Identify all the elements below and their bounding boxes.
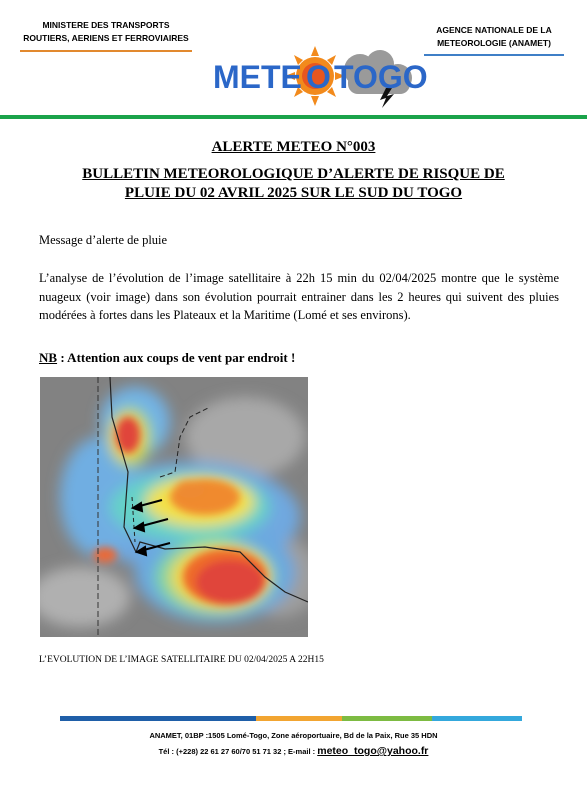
ministry-header <box>20 19 192 52</box>
image-caption: L’EVOLUTION DE L’IMAGE SATELLITAIRE DU 02/04/2025 A 22H15 <box>39 655 324 665</box>
nb-label: NB <box>39 350 58 365</box>
bulletin-title <box>60 165 527 203</box>
ministry-underline <box>20 50 192 52</box>
footer-email-link[interactable]: meteo_togo@yahoo.fr <box>317 745 429 757</box>
footer-bar-segment-cyan <box>432 716 522 721</box>
satellite-image <box>40 377 308 637</box>
agency-underline <box>424 54 564 56</box>
logo-text-togo: TOGO <box>334 59 428 95</box>
nb-note <box>39 350 295 366</box>
bulletin-title-line2: PLUIE DU 02 AVRIL 2025 SUR LE SUD DU TOGO <box>124 185 463 201</box>
footer-bar-segment-orange <box>256 716 342 721</box>
ministry-name-line1: MINISTERE DES TRANSPORTS <box>42 20 170 30</box>
svg-text:O: O <box>306 59 331 95</box>
agency-header <box>424 24 564 56</box>
meteo-togo-logo <box>210 42 440 108</box>
alert-title: ALERTE METEO N°003 <box>211 139 376 155</box>
ministry-name-line2: ROUTIERS, AERIENS ET FERROVIAIRES <box>23 33 189 43</box>
agency-name-line1: AGENCE NATIONALE DE LA <box>436 25 552 35</box>
footer-bar-segment-green <box>342 716 432 721</box>
agency-name-line2: METEOROLOGIE (ANAMET) <box>437 38 551 48</box>
footer-bar-segment-blue <box>60 716 256 721</box>
nb-text: : Attention aux coups de vent par endroit ! <box>57 350 296 365</box>
footer-phone: Tél : (+228) 22 61 27 60/70 51 71 32 ; E-mail : <box>158 747 318 756</box>
alert-paragraph: L’analyse de l’évolution de l’image satellitaire à 22h 15 min du 02/04/2025 montre que le système nuageux (voir image) dans son évolution pourrait entrainer dans les 2 heures qui suivent des pluies modérées à fortes dans les Plateaux et la Maritime (Lomé et ses environs). <box>39 271 559 322</box>
header-divider <box>0 115 587 119</box>
footer-contact <box>0 745 587 757</box>
footer-color-bar <box>60 716 522 721</box>
message-label: Message d’alerte de pluie <box>39 233 168 247</box>
footer-address: ANAMET, 01BP :1505 Lomé-Togo, Zone aéroportuaire, Bd de la Paix, Rue 35 HDN <box>149 731 438 740</box>
bulletin-title-line1: BULLETIN METEOROLOGIQUE D’ALERTE DE RISQUE DE <box>82 166 505 182</box>
logo-text-mete: METE <box>213 59 302 95</box>
